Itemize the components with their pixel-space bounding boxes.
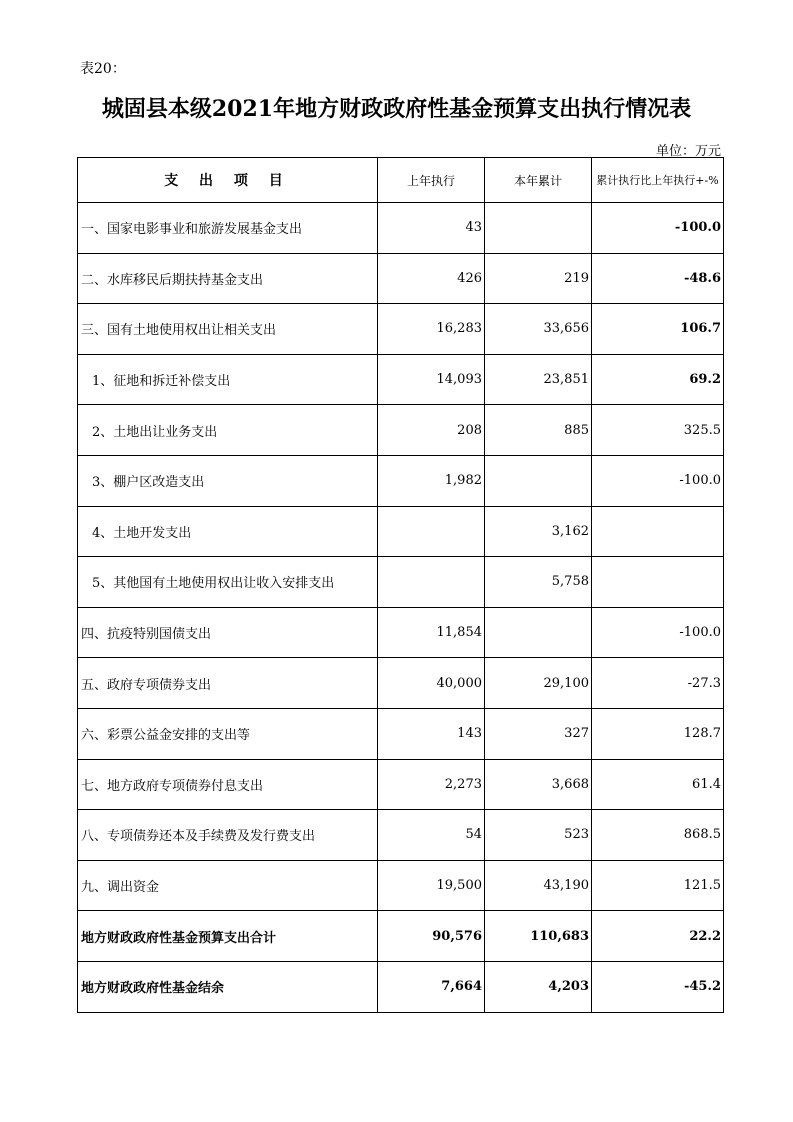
table-row — [78, 253, 724, 304]
row-ratio: -45.2 — [592, 961, 724, 1012]
table-row — [78, 810, 724, 861]
table-row — [78, 455, 724, 506]
table-row — [78, 203, 724, 254]
row-item: 六、彩票公益金安排的支出等 — [78, 708, 378, 759]
row-item: 5、其他国有土地使用权出让收入安排支出 — [78, 557, 378, 608]
unit-label: 单位：万元 — [655, 144, 721, 159]
row-curr: 23,851 — [485, 354, 592, 405]
column-header-item: 支 出 项 目 — [78, 158, 378, 203]
table-header-row — [78, 158, 724, 203]
row-ratio: 106.7 — [592, 304, 724, 355]
table-row — [78, 405, 724, 456]
row-ratio: -100.0 — [592, 607, 724, 658]
table-row — [78, 658, 724, 709]
row-curr: 33,656 — [485, 304, 592, 355]
row-curr: 3,668 — [485, 759, 592, 810]
row-item: 一、国家电影事业和旅游发展基金支出 — [78, 203, 378, 254]
row-prev: 143 — [378, 708, 485, 759]
row-curr: 219 — [485, 253, 592, 304]
table-row — [78, 304, 724, 355]
row-prev — [378, 557, 485, 608]
row-ratio: 868.5 — [592, 810, 724, 861]
column-header-curr: 本年累计 — [485, 158, 592, 203]
row-prev: 1,982 — [378, 455, 485, 506]
row-item: 地方财政政府性基金预算支出合计 — [78, 911, 378, 962]
row-curr: 43,190 — [485, 860, 592, 911]
row-ratio: -100.0 — [592, 203, 724, 254]
row-prev — [378, 506, 485, 557]
row-prev: 7,664 — [378, 961, 485, 1012]
table-row — [78, 860, 724, 911]
row-curr: 4,203 — [485, 961, 592, 1012]
row-item: 四、抗疫特别国债支出 — [78, 607, 378, 658]
row-curr: 5,758 — [485, 557, 592, 608]
row-prev: 16,283 — [378, 304, 485, 355]
row-prev: 40,000 — [378, 658, 485, 709]
row-ratio — [592, 557, 724, 608]
row-item: 4、土地开发支出 — [78, 506, 378, 557]
column-header-ratio: 累计执行比上年执行+-% — [592, 158, 724, 203]
row-curr: 110,683 — [485, 911, 592, 962]
table-number: 表20： — [80, 61, 126, 77]
row-item: 1、征地和拆迁补偿支出 — [78, 354, 378, 405]
row-curr: 885 — [485, 405, 592, 456]
table-row — [78, 354, 724, 405]
row-item: 九、调出资金 — [78, 860, 378, 911]
row-curr: 327 — [485, 708, 592, 759]
row-prev: 54 — [378, 810, 485, 861]
row-curr — [485, 607, 592, 658]
row-ratio: 61.4 — [592, 759, 724, 810]
balance-row — [78, 961, 724, 1012]
page-title: 城固县本级2021年地方财政政府性基金预算支出执行情况表 — [101, 96, 692, 122]
row-prev: 2,273 — [378, 759, 485, 810]
table-row — [78, 607, 724, 658]
row-curr — [485, 203, 592, 254]
row-ratio: -27.3 — [592, 658, 724, 709]
row-ratio: 69.2 — [592, 354, 724, 405]
row-ratio: 128.7 — [592, 708, 724, 759]
expenditure-table — [77, 157, 724, 1013]
row-item: 三、国有土地使用权出让相关支出 — [78, 304, 378, 355]
table-row — [78, 506, 724, 557]
row-prev: 11,854 — [378, 607, 485, 658]
row-prev: 14,093 — [378, 354, 485, 405]
row-item: 七、地方政府专项债券付息支出 — [78, 759, 378, 810]
table-row — [78, 557, 724, 608]
row-ratio: 22.2 — [592, 911, 724, 962]
row-prev: 43 — [378, 203, 485, 254]
row-ratio: -48.6 — [592, 253, 724, 304]
row-item: 2、土地出让业务支出 — [78, 405, 378, 456]
row-curr: 3,162 — [485, 506, 592, 557]
row-prev: 208 — [378, 405, 485, 456]
row-curr — [485, 455, 592, 506]
total-row — [78, 911, 724, 962]
row-item: 二、水库移民后期扶持基金支出 — [78, 253, 378, 304]
row-item: 八、专项债券还本及手续费及发行费支出 — [78, 810, 378, 861]
row-curr: 523 — [485, 810, 592, 861]
row-item: 地方财政政府性基金结余 — [78, 961, 378, 1012]
table-row — [78, 708, 724, 759]
table-row — [78, 759, 724, 810]
row-ratio: -100.0 — [592, 455, 724, 506]
row-ratio: 121.5 — [592, 860, 724, 911]
row-ratio — [592, 506, 724, 557]
row-curr: 29,100 — [485, 658, 592, 709]
column-header-prev: 上年执行 — [378, 158, 485, 203]
row-prev: 19,500 — [378, 860, 485, 911]
row-prev: 90,576 — [378, 911, 485, 962]
row-item: 五、政府专项债券支出 — [78, 658, 378, 709]
row-ratio: 325.5 — [592, 405, 724, 456]
row-item: 3、棚户区改造支出 — [78, 455, 378, 506]
row-prev: 426 — [378, 253, 485, 304]
